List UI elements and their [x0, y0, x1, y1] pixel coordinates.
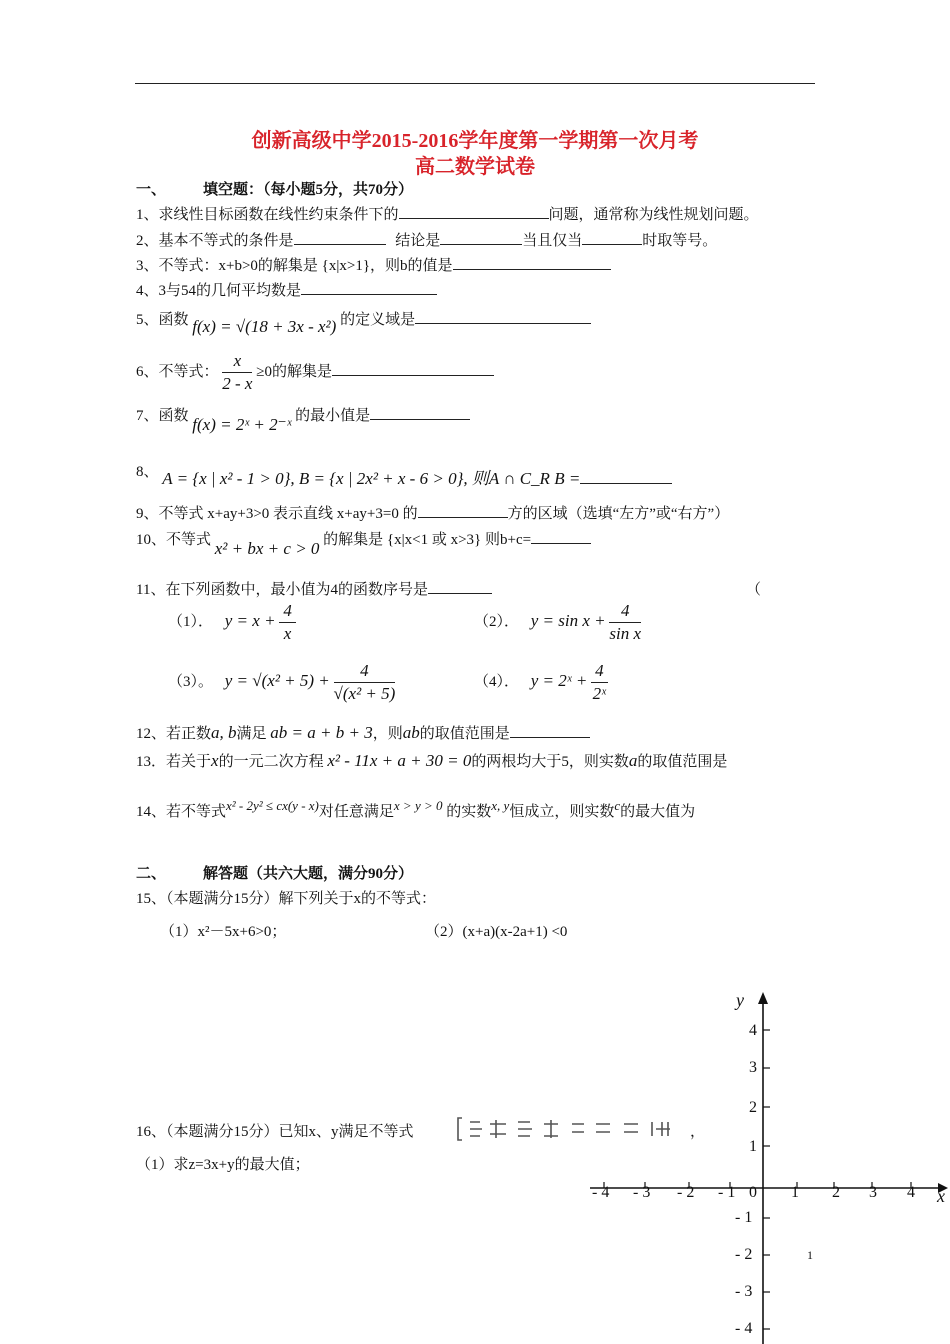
y-axis-arrow: [758, 992, 768, 1004]
q15-part-1: （1）x²－5x+6>0；: [160, 924, 287, 940]
q10-formula: x² + bx + c > 0: [214, 539, 320, 558]
q14-text: 14、若不等式: [136, 804, 227, 820]
q6-fraction: [222, 350, 252, 395]
question-3: [136, 254, 611, 275]
x-tick-label: - 3: [633, 1184, 651, 1201]
q13-var-a: a: [628, 751, 638, 770]
y-tick-label: 2: [749, 1099, 757, 1116]
option-label: （3）。: [168, 673, 214, 690]
x-tick-label: - 1: [718, 1184, 736, 1201]
q11-option-2: [474, 600, 641, 645]
q7-text: 7、函数: [136, 408, 189, 424]
option-formula: y = √(x² + 5) +: [224, 670, 330, 690]
q14-var-c: c: [614, 798, 621, 813]
q16-part-1: （1）求z=3x+y的最大值；: [136, 1157, 310, 1173]
x-tick-label: - 4: [592, 1184, 610, 1201]
y-tick-label: 4: [749, 1022, 757, 1039]
q1-text-end: 问题，通常称为线性规划问题。: [548, 207, 759, 223]
question-16: [136, 1120, 414, 1141]
q16-comma: ，: [690, 1124, 706, 1140]
q2-text-mid2: 当且仅当: [522, 233, 583, 249]
question-13: [136, 750, 727, 771]
q12-text: 12、若正数: [136, 726, 212, 742]
q13-text-end: 的取值范围是: [637, 754, 728, 770]
section2-number: 二、: [136, 866, 167, 882]
q14-formula: x² - 2y² ≤ cx(y - x): [226, 798, 319, 813]
answer-blank[interactable]: [294, 230, 386, 245]
y-axis-label: y: [736, 990, 744, 1010]
y-tick-label: 1: [749, 1138, 757, 1155]
q8-formula: A = {x | x² - 1 > 0}, B = {x | 2x² + x - 6 > 0}, 则A ∩ C_R B =: [162, 469, 581, 488]
numerator: 4: [609, 600, 641, 623]
q13-var-x: x: [211, 751, 219, 770]
q2-text: 2、基本不等式的条件是: [136, 233, 294, 249]
x-tick-label: 3: [869, 1184, 877, 1201]
answer-blank[interactable]: [428, 579, 492, 594]
coordinate-graph: [580, 990, 950, 1344]
question-10: [136, 528, 591, 558]
exam-subtitle: 高二数学试卷: [415, 156, 535, 178]
answer-blank[interactable]: [582, 230, 642, 245]
q12-text-mid: 满足: [236, 726, 267, 742]
answer-blank[interactable]: [440, 230, 522, 245]
q12-ab: ab: [402, 723, 420, 742]
option-formula: y = x +: [224, 610, 276, 630]
page-number: 1: [807, 1248, 813, 1262]
option-label: （1）．: [168, 613, 214, 630]
q14-text-end: 的最大值为: [620, 804, 696, 820]
q6-text: 6、不等式：: [136, 363, 219, 380]
denominator: x: [283, 624, 292, 643]
numerator: 4: [334, 660, 396, 683]
question-5: [136, 308, 591, 336]
q10-text-end: 的解集是 {x|x<1 或 x>3} 则b+c=: [323, 532, 532, 548]
q6-text-end: 的解集是: [271, 363, 332, 380]
question-1: [136, 203, 759, 224]
answer-blank[interactable]: [531, 529, 591, 544]
question-14: [136, 800, 695, 821]
answer-blank[interactable]: [301, 280, 437, 295]
answer-blank[interactable]: [418, 503, 508, 518]
option-fraction: [591, 660, 608, 705]
answer-blank[interactable]: [580, 469, 672, 484]
q8-number: 8、: [136, 464, 159, 480]
q7-formula: f(x) = 2ˣ + 2⁻ˣ: [192, 415, 292, 434]
option-formula: y = 2ˣ +: [530, 670, 588, 690]
q6-denominator: 2 - x: [222, 374, 253, 393]
section1-number: 一、: [136, 182, 167, 198]
q2-text-end: 时取等号。: [642, 233, 718, 249]
answer-blank[interactable]: [453, 255, 611, 270]
numerator: 4: [279, 600, 296, 623]
exam-title: 创新高级中学2015-2016学年度第一学期第一次月考: [251, 130, 699, 152]
section1-title: 填空题：（每小题5分，共70分）: [203, 182, 414, 198]
q11-option-1: [168, 600, 296, 645]
numerator: 4: [591, 660, 608, 683]
q14-vars: x, y: [491, 798, 510, 813]
top-rule: [135, 83, 815, 84]
q1-text: 1、求线性目标函数在线性约束条件下的: [136, 207, 399, 223]
option-label: （4）．: [474, 673, 520, 690]
q10-text: 10、不等式: [136, 532, 212, 548]
answer-blank[interactable]: [332, 361, 494, 376]
x-axis-label: x: [937, 1186, 945, 1206]
option-formula: y = sin x +: [530, 610, 606, 630]
q11-option-3: [168, 660, 395, 705]
question-11: [136, 578, 492, 599]
q14-text-mid2: 的实数: [446, 804, 492, 820]
option-fraction: [609, 600, 641, 645]
q14-condition: x > y > 0: [393, 798, 443, 813]
section2-title: 解答题（共六大题，满分90分）: [203, 866, 414, 882]
q14-text-mid3: 恒成立，则实数: [509, 804, 615, 820]
q12-text-mid2: ，则: [372, 726, 403, 742]
q12-text-end: 的取值范围是: [419, 726, 510, 742]
answer-blank[interactable]: [415, 309, 591, 324]
x-tick-label: 2: [832, 1184, 840, 1201]
q13-text-mid2: 的两根均大于5，则实数: [471, 754, 629, 770]
question-9: [136, 502, 729, 523]
denominator: √(x² + 5): [333, 684, 396, 703]
q3-text: 3、不等式：x+b>0的解集是 {x|x>1}，则b的值是: [136, 258, 453, 274]
denominator: sin x: [609, 624, 642, 643]
q6-ge: ≥0: [256, 363, 272, 380]
q9-text-end: 方的区域（选填“左方”或“右方”）: [507, 506, 730, 522]
q6-numerator: x: [222, 350, 252, 373]
question-8: [136, 456, 672, 488]
y-tick-label: 3: [749, 1059, 757, 1076]
y-tick-label: - 2: [735, 1246, 753, 1263]
q13-text: 13．若关于: [136, 754, 212, 770]
q11-option-4: [474, 660, 608, 705]
option-fraction: [279, 600, 296, 645]
y-tick-label: - 3: [735, 1283, 753, 1300]
q11-paren: （: [746, 582, 762, 598]
question-2: [136, 229, 717, 250]
q4-text: 4、3与54的几何平均数是: [136, 283, 302, 299]
q13-formula: x² - 11x + a + 30 = 0: [327, 751, 472, 770]
q11-text: 11、在下列函数中，最小值为4的函数序号是: [136, 582, 428, 598]
answer-blank[interactable]: [510, 723, 590, 738]
question-6: [136, 350, 494, 395]
answer-blank[interactable]: [399, 204, 549, 219]
origin-label: 0: [749, 1184, 757, 1201]
option-label: （2）．: [474, 613, 520, 630]
y-tick-label: - 1: [735, 1209, 753, 1226]
q5-text: 5、函数: [136, 312, 189, 328]
question-12: [136, 722, 590, 743]
x-tick-label: - 2: [677, 1184, 695, 1201]
q12-vars: a, b: [211, 723, 237, 742]
denominator: 2ˣ: [592, 684, 606, 703]
q12-formula: ab = a + b + 3: [270, 723, 373, 742]
q5-formula: f(x) = √(18 + 3x - x²): [192, 317, 337, 336]
x-tick-label: 1: [791, 1184, 799, 1201]
x-tick-label: 4: [907, 1184, 915, 1201]
question-15: 15、（本题满分15分）解下列关于x的不等式：: [136, 891, 437, 907]
question-7: [136, 404, 470, 434]
y-tick-label: - 4: [735, 1320, 753, 1337]
option-fraction: [334, 660, 396, 705]
q9-text: 9、不等式 x+ay+3>0 表示直线 x+ay+3=0 的: [136, 506, 418, 522]
q14-text-mid: 对任意满足: [318, 804, 394, 820]
answer-blank[interactable]: [370, 405, 470, 420]
q7-text-end: 的最小值是: [295, 408, 371, 424]
q5-text-end: 的定义域是: [340, 312, 416, 328]
q13-text-mid: 的一元二次方程: [218, 754, 324, 770]
q16-text: 16、（本题满分15分）已知x、y满足不等式: [136, 1124, 414, 1140]
question-4: [136, 279, 437, 300]
q2-text-mid: 结论是: [395, 233, 441, 249]
q15-part-2: （2）(x+a)(x-2a+1) <0: [425, 924, 568, 940]
